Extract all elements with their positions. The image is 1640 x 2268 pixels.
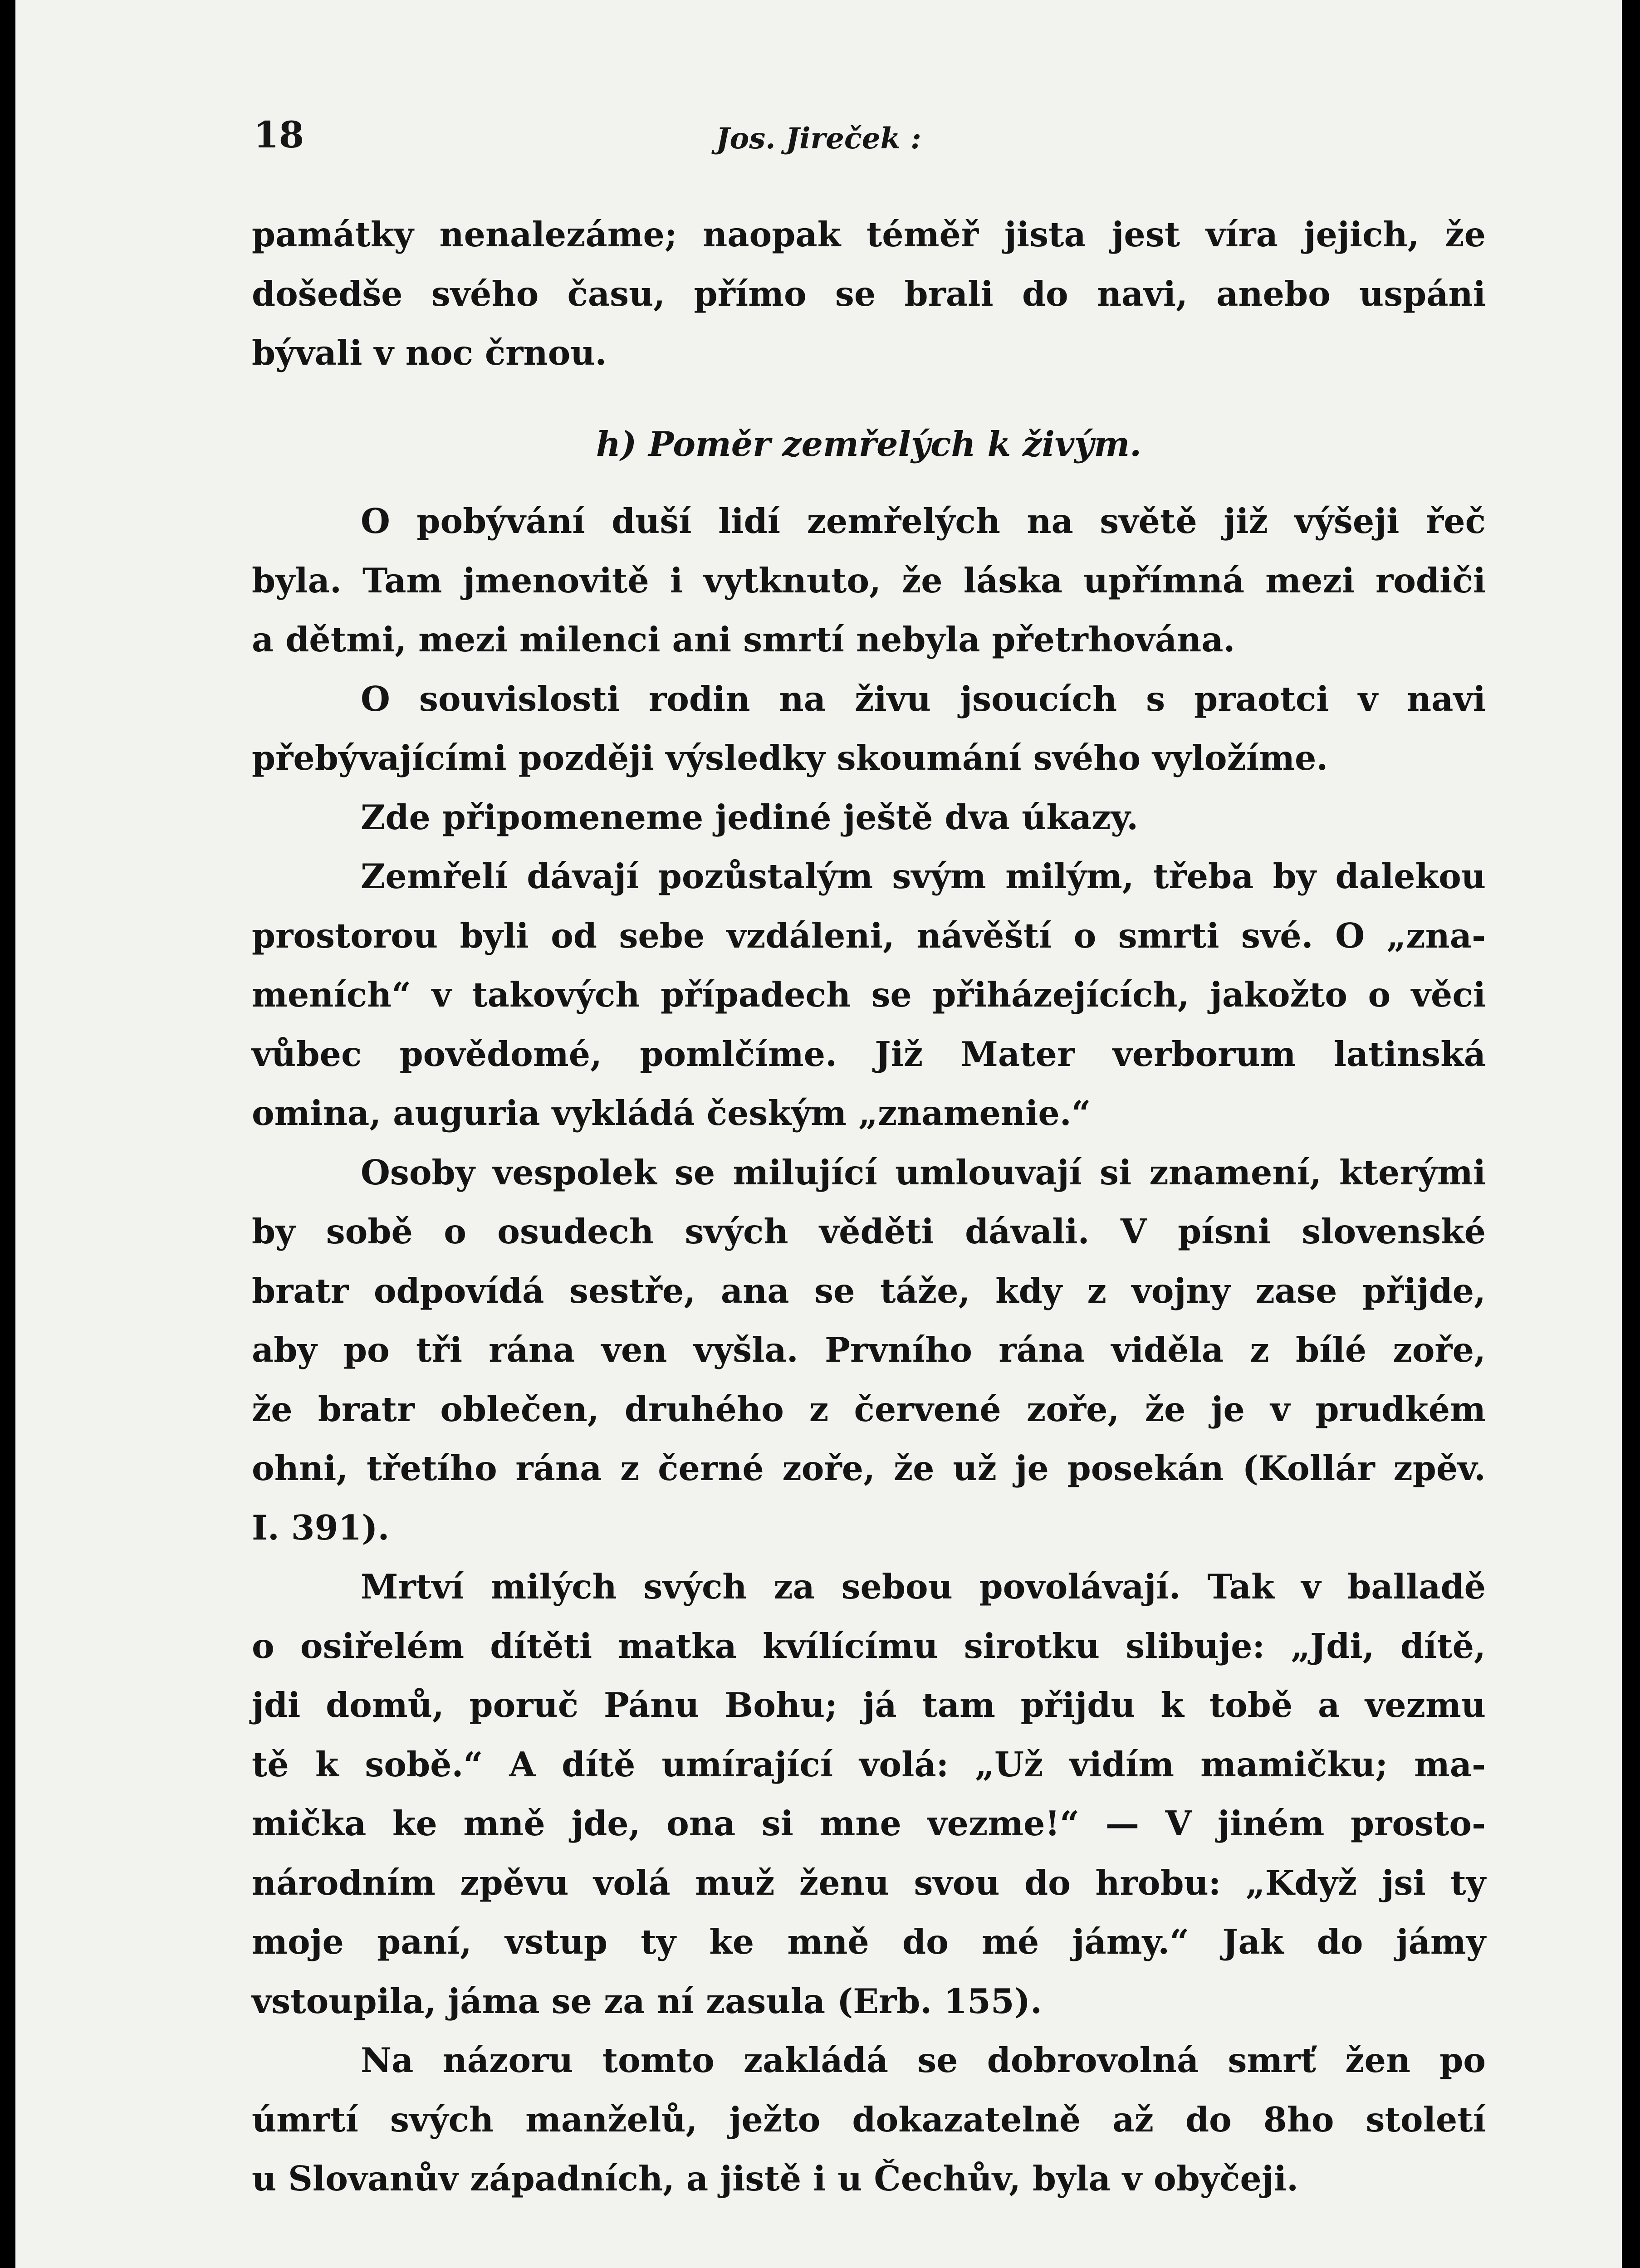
text-line: O pobývání duší lidí zemřelých na světě již výšeji řeč	[361, 501, 1486, 541]
text-line: u Slovanův západních, a jistě i u Čechův, byla v obyčeji.	[252, 2159, 1299, 2199]
text-line: Osoby vespolek se milující umlouvají si znamení, kterými	[361, 1152, 1486, 1193]
text-line: a dětmi, mezi milenci ani smrtí nebyla přetrhována.	[252, 620, 1235, 660]
text-line: by sobě o osudech svých věděti dávali. V písni slovenské	[252, 1212, 1486, 1251]
book-page	[15, 0, 1622, 2268]
text-line: došedše svého času, přímo se brali do navi, anebo uspáni	[252, 274, 1486, 314]
page-number: 18	[254, 113, 304, 156]
section-heading: h) Poměr zemřelých k živým.	[596, 424, 1142, 464]
text-line: vstoupila, jáma se za ní zasula (Erb. 155).	[252, 1981, 1042, 2021]
text-line: národním zpěvu volá muž ženu svou do hrobu: „Když jsi ty	[252, 1862, 1486, 1903]
text-line: O souvislosti rodin na živu jsoucích s praotci v navi	[361, 679, 1486, 719]
text-line: jdi domů, poruč Pánu Bohu; já tam přijdu k tobě a vezmu	[252, 1685, 1486, 1725]
text-line: o osiřelém dítěti matka kvílícímu sirotku slibuje: „Jdi, dítě,	[252, 1626, 1486, 1666]
text-line: bývali v noc črnou.	[252, 333, 607, 373]
text-line: byla. Tam jmenovitě i vytknuto, že láska upřímná mezi rodiči	[252, 560, 1486, 601]
text-line: ohni, třetího rána z černé zoře, že už je posekán (Kollár zpěv.	[252, 1448, 1486, 1488]
text-line: vůbec povědomé, pomlčíme. Již Mater verborum latinská	[252, 1034, 1486, 1074]
text-line: Zemřelí dávají pozůstalým svým milým, třeba by dalekou	[361, 856, 1486, 896]
text-line: že bratr oblečen, druhého z červené zoře, že je v prudkém	[252, 1389, 1486, 1429]
text-line: Na názoru tomto zakládá se dobrovolná smrť žen po	[361, 2040, 1486, 2080]
text-line: tě k sobě.“ A dítě umírající volá: „Už vidím mamičku; ma-	[252, 1744, 1486, 1784]
text-line: prostorou byli od sebe vzdáleni, návěští o smrti své. O „zna-	[252, 915, 1486, 956]
text-line: Zde připomeneme jediné ještě dva úkazy.	[361, 797, 1139, 837]
text-line: památky nenalezáme; naopak téměř jista jest víra jejich, že	[252, 215, 1486, 254]
text-line: moje paní, vstup ty ke mně do mé jámy.“ Jak do jámy	[252, 1922, 1486, 1962]
text-line: omina, auguria vykládá českým „znamenie.“	[252, 1093, 1091, 1133]
text-line: přebývajícími později výsledky skoumání svého vyložíme.	[252, 738, 1328, 778]
text-line: úmrtí svých manželů, ježto dokazatelně až do 8ho století	[252, 2099, 1486, 2140]
running-head: Jos. Jireček :	[716, 122, 921, 156]
scan-border-right	[1622, 0, 1640, 2268]
page-body	[252, 205, 1486, 2209]
scan-border-left	[0, 0, 15, 2268]
text-line: mička ke mně jde, ona si mne vezme!“ — V jiném prosto-	[252, 1804, 1486, 1843]
text-line: meních“ v takových případech se přiházejících, jakožto o věci	[252, 975, 1486, 1015]
text-line: I. 391).	[252, 1507, 390, 1548]
text-line: Mrtví milých svých za sebou povolávají. Tak v balladě	[361, 1567, 1486, 1607]
text-line: aby po tři rána ven vyšla. Prvního rána viděla z bílé zoře,	[252, 1330, 1486, 1370]
text-line: bratr odpovídá sestře, ana se táže, kdy z vojny zase přijde,	[252, 1271, 1486, 1311]
